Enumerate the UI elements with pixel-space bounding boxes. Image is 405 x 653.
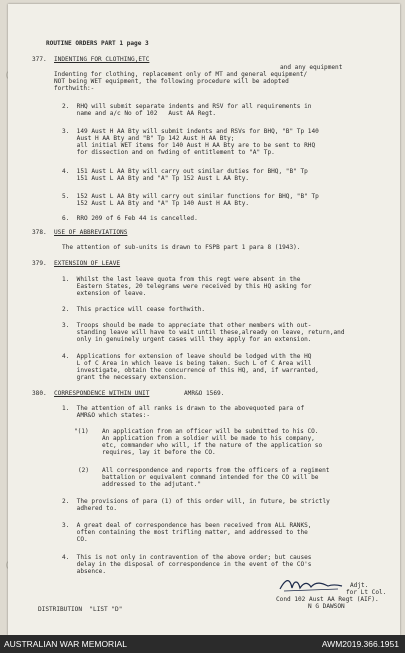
section-379-number: 379.: [32, 260, 47, 267]
section-380-para: adhered to.: [62, 505, 118, 512]
section-380-para: absence.: [62, 568, 107, 575]
quote-1-line: An application from a soldier will be made to his company,: [102, 435, 315, 442]
section-377-para: for dissection and on fwding of entitlement to "A" Tp.: [62, 149, 275, 156]
section-380-para: 2. The provisions of para (1) of this order will, in future, be strictly: [62, 498, 330, 505]
section-380-para: 4. This is not only in contravention of the above order; but causes: [62, 554, 312, 561]
section-377-para: 2. RHQ will submit separate indents and RSV for all requirements in: [62, 103, 312, 110]
section-380-para: often containing the most trifling matter, and addressed to the: [62, 529, 308, 536]
signature-role: Adjt.: [350, 582, 369, 589]
section-378-number: 378.: [32, 229, 47, 236]
signature-for: for Lt Col.: [346, 589, 387, 596]
section-380-para: 1. The attention of all ranks is drawn to the abovequoted para of: [62, 405, 305, 412]
section-380-para: AMR&O which states:-: [62, 412, 151, 419]
quote-1-line: An application from an officer will be submitted to his CO.: [102, 428, 319, 435]
quote-1-line: etc, commander who will, if the nature of the application so: [102, 442, 323, 449]
section-377-number: 377.: [32, 56, 47, 63]
quote-1-line: requires, lay it before the CO.: [102, 449, 216, 456]
section-377-para: 151 Aust L AA Bty and "A" Tp 152 Aust L AA Bty.: [62, 175, 250, 182]
document-sheet: [8, 4, 400, 635]
section-380-para: CO.: [62, 536, 88, 543]
signature-name: N G DAWSON: [308, 603, 345, 610]
quote-2-line: All correspondence and reports from the officers of a regiment: [102, 467, 330, 474]
section-379-para: extension of leave.: [62, 290, 147, 297]
section-377-para: 4. 151 Aust L AA Bty will carry out similar duties for BHQ, "B" Tp: [62, 168, 308, 175]
section-379-para: 2. This practice will cease forthwith.: [62, 306, 206, 313]
section-380-para: delay in the disposal of correspondence in the event of the CO's: [62, 561, 312, 568]
section-377-para: 152 Aust L AA Bty and "A" Tp 140 Aust H AA Bty.: [62, 200, 250, 207]
section-380-title: CORRESPONDENCE WITHIN UNIT: [54, 390, 150, 397]
quote-2-line: addressed to the adjutant.": [102, 481, 202, 488]
section-377-intro-line: Indenting for clothing, replacement only of MT and general equipment/: [54, 71, 308, 78]
section-379-title: EXTENSION OF LEAVE: [54, 260, 121, 267]
footer-institution: AUSTRALIAN WAR MEMORIAL: [4, 639, 127, 649]
section-377-para: 6. RRO 209 of 6 Feb 44 is cancelled.: [62, 215, 198, 222]
section-380-number: 380.: [32, 390, 47, 397]
section-379-para: grant the necessary extension.: [62, 374, 187, 381]
handwritten-signature: [278, 576, 344, 594]
section-377-insert: and any equipment: [280, 64, 343, 71]
distribution-line: DISTRIBUTION "LIST "D": [38, 606, 123, 613]
quote-1-number: "(1): [74, 428, 89, 435]
section-379-para: investigate, obtain the concurrence of this HQ, and, if warranted,: [62, 367, 319, 374]
signature-unit: Cond 102 Aust AA Regt (AIF).: [276, 596, 379, 603]
section-379-para: 1. Whilst the last leave quota from this regt were absent in the: [62, 276, 301, 283]
quote-2-number: (2): [78, 467, 90, 474]
section-378-title: USE OF ABBREVIATIONS: [54, 229, 128, 236]
section-377-para: name and a/c No of 102 Aust AA Regt.: [62, 110, 217, 117]
section-377-intro-line: forthwith:-: [54, 85, 95, 92]
section-377-para: 3. 149 Aust H AA Bty will submit indents and RSVs for BHQ, "B" Tp 140: [62, 128, 319, 135]
quote-2-line: battalion or equivalent command intended for the CO will be: [102, 474, 319, 481]
section-379-para: 4. Applications for extension of leave should be lodged with the HQ: [62, 353, 312, 360]
archive-footer: [0, 635, 405, 653]
section-380-para: 3. A great deal of correspondence has been received from ALL RANKS,: [62, 522, 312, 529]
section-379-para: 3. Troops should be made to appreciate that other members with out-: [62, 322, 312, 329]
section-377-title: INDENTING FOR CLOTHING,ETC: [54, 56, 150, 63]
section-379-para: L of C Area in which leave is being taken. Such L of C Area will: [62, 360, 312, 367]
section-377-para: 5. 152 Aust L AA Bty will carry out similar functions for BHQ, "B" Tp: [62, 193, 319, 200]
section-377-para: all initial WET items for 140 Aust H AA Bty are to be sent to RHQ: [62, 142, 316, 149]
section-379-para: standing leave will have to wait until these,already on leave, return,and: [62, 329, 345, 336]
section-378-body: The attention of sub-units is drawn to FSPB part 1 para 8 (1943).: [62, 244, 301, 251]
section-379-para: only in genuinely urgent cases will they apply for an extension.: [62, 336, 312, 343]
footer-accession-number: AWM2019.366.1951: [321, 639, 399, 649]
section-380-reference: AMR&O 1569.: [184, 390, 225, 397]
section-377-para: Aust H AA Bty and "B" Tp 142 Aust H AA Bty;: [62, 135, 235, 142]
section-377-intro-line: NOT being WET equipment, the following procedure will be adopted: [54, 78, 289, 85]
section-379-para: Eastern States, 20 telegrams were received by this HQ asking for: [62, 283, 312, 290]
page-heading: ROUTINE ORDERS PART 1 page 3: [46, 40, 149, 47]
